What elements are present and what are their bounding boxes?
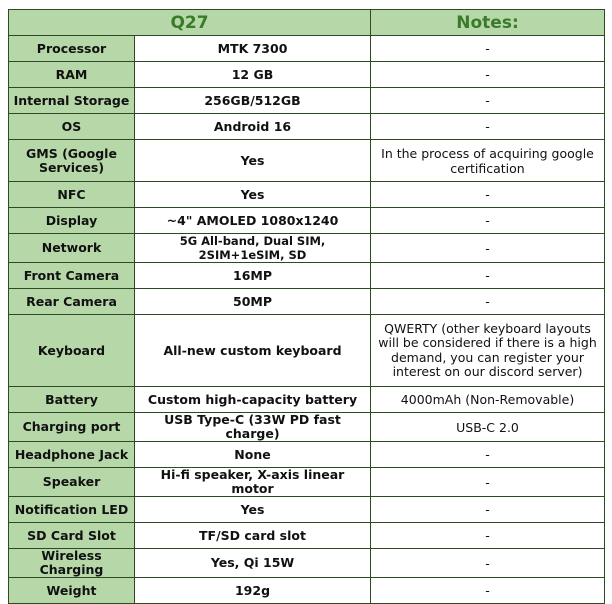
spec-value: Yes [135, 497, 371, 523]
table-header-row [9, 10, 605, 36]
spec-value: Android 16 [135, 114, 371, 140]
spec-note: - [371, 549, 605, 578]
spec-label: Weight [9, 578, 135, 604]
spec-value: Yes [135, 140, 371, 182]
spec-note: 4000mAh (Non-Removable) [371, 387, 605, 413]
spec-label: Front Camera [9, 263, 135, 289]
table-row [9, 88, 605, 114]
table-row [9, 182, 605, 208]
spec-label: SD Card Slot [9, 523, 135, 549]
spec-label: Rear Camera [9, 289, 135, 315]
spec-note: USB-C 2.0 [371, 413, 605, 442]
table-row [9, 413, 605, 442]
spec-value: Yes, Qi 15W [135, 549, 371, 578]
spec-value: 256GB/512GB [135, 88, 371, 114]
spec-label: Headphone Jack [9, 442, 135, 468]
spec-note: - [371, 114, 605, 140]
spec-value: 192g [135, 578, 371, 604]
table-row [9, 289, 605, 315]
spec-label: Charging port [9, 413, 135, 442]
spec-value: Custom high-capacity battery [135, 387, 371, 413]
table-row [9, 315, 605, 387]
spec-label: Notification LED [9, 497, 135, 523]
spec-note: - [371, 234, 605, 263]
spec-note: - [371, 468, 605, 497]
spec-value: TF/SD card slot [135, 523, 371, 549]
spec-body [9, 36, 605, 604]
spec-value: Yes [135, 182, 371, 208]
spec-note: In the process of acquiring google certification [371, 140, 605, 182]
spec-value: All-new custom keyboard [135, 315, 371, 387]
spec-note: - [371, 578, 605, 604]
notes-header: Notes: [371, 10, 605, 36]
spec-note: - [371, 523, 605, 549]
spec-value: 16MP [135, 263, 371, 289]
spec-label: Processor [9, 36, 135, 62]
table-row [9, 523, 605, 549]
spec-note: - [371, 62, 605, 88]
table-row [9, 549, 605, 578]
table-row [9, 263, 605, 289]
spec-label: Speaker [9, 468, 135, 497]
table-row [9, 36, 605, 62]
spec-label: Wireless Charging [9, 549, 135, 578]
spec-value: USB Type-C (33W PD fast charge) [135, 413, 371, 442]
table-row [9, 140, 605, 182]
table-row [9, 114, 605, 140]
spec-value: Hi-fi speaker, X-axis linear motor [135, 468, 371, 497]
spec-note: - [371, 263, 605, 289]
spec-note: - [371, 36, 605, 62]
spec-label: OS [9, 114, 135, 140]
table-row [9, 497, 605, 523]
spec-label: RAM [9, 62, 135, 88]
spec-label: Battery [9, 387, 135, 413]
spec-note: - [371, 208, 605, 234]
model-header: Q27 [9, 10, 371, 36]
spec-note: - [371, 289, 605, 315]
spec-label: Display [9, 208, 135, 234]
spec-value: None [135, 442, 371, 468]
spec-label: Keyboard [9, 315, 135, 387]
spec-value: 5G All-band, Dual SIM, 2SIM+1eSIM, SD [135, 234, 371, 263]
spec-label: NFC [9, 182, 135, 208]
spec-value: ~4" AMOLED 1080x1240 [135, 208, 371, 234]
spec-value: MTK 7300 [135, 36, 371, 62]
table-row [9, 234, 605, 263]
spec-value: 50MP [135, 289, 371, 315]
spec-note: - [371, 497, 605, 523]
table-row [9, 62, 605, 88]
spec-label: Internal Storage [9, 88, 135, 114]
spec-label: Network [9, 234, 135, 263]
table-row [9, 387, 605, 413]
spec-value: 12 GB [135, 62, 371, 88]
spec-note: - [371, 442, 605, 468]
table-row [9, 468, 605, 497]
spec-note: QWERTY (other keyboard layouts will be considered if there is a high demand, you can register your interest on our discord server) [371, 315, 605, 387]
spec-label: GMS (Google Services) [9, 140, 135, 182]
spec-note: - [371, 88, 605, 114]
table-row [9, 442, 605, 468]
spec-note: - [371, 182, 605, 208]
spec-table [8, 9, 605, 604]
table-row [9, 208, 605, 234]
